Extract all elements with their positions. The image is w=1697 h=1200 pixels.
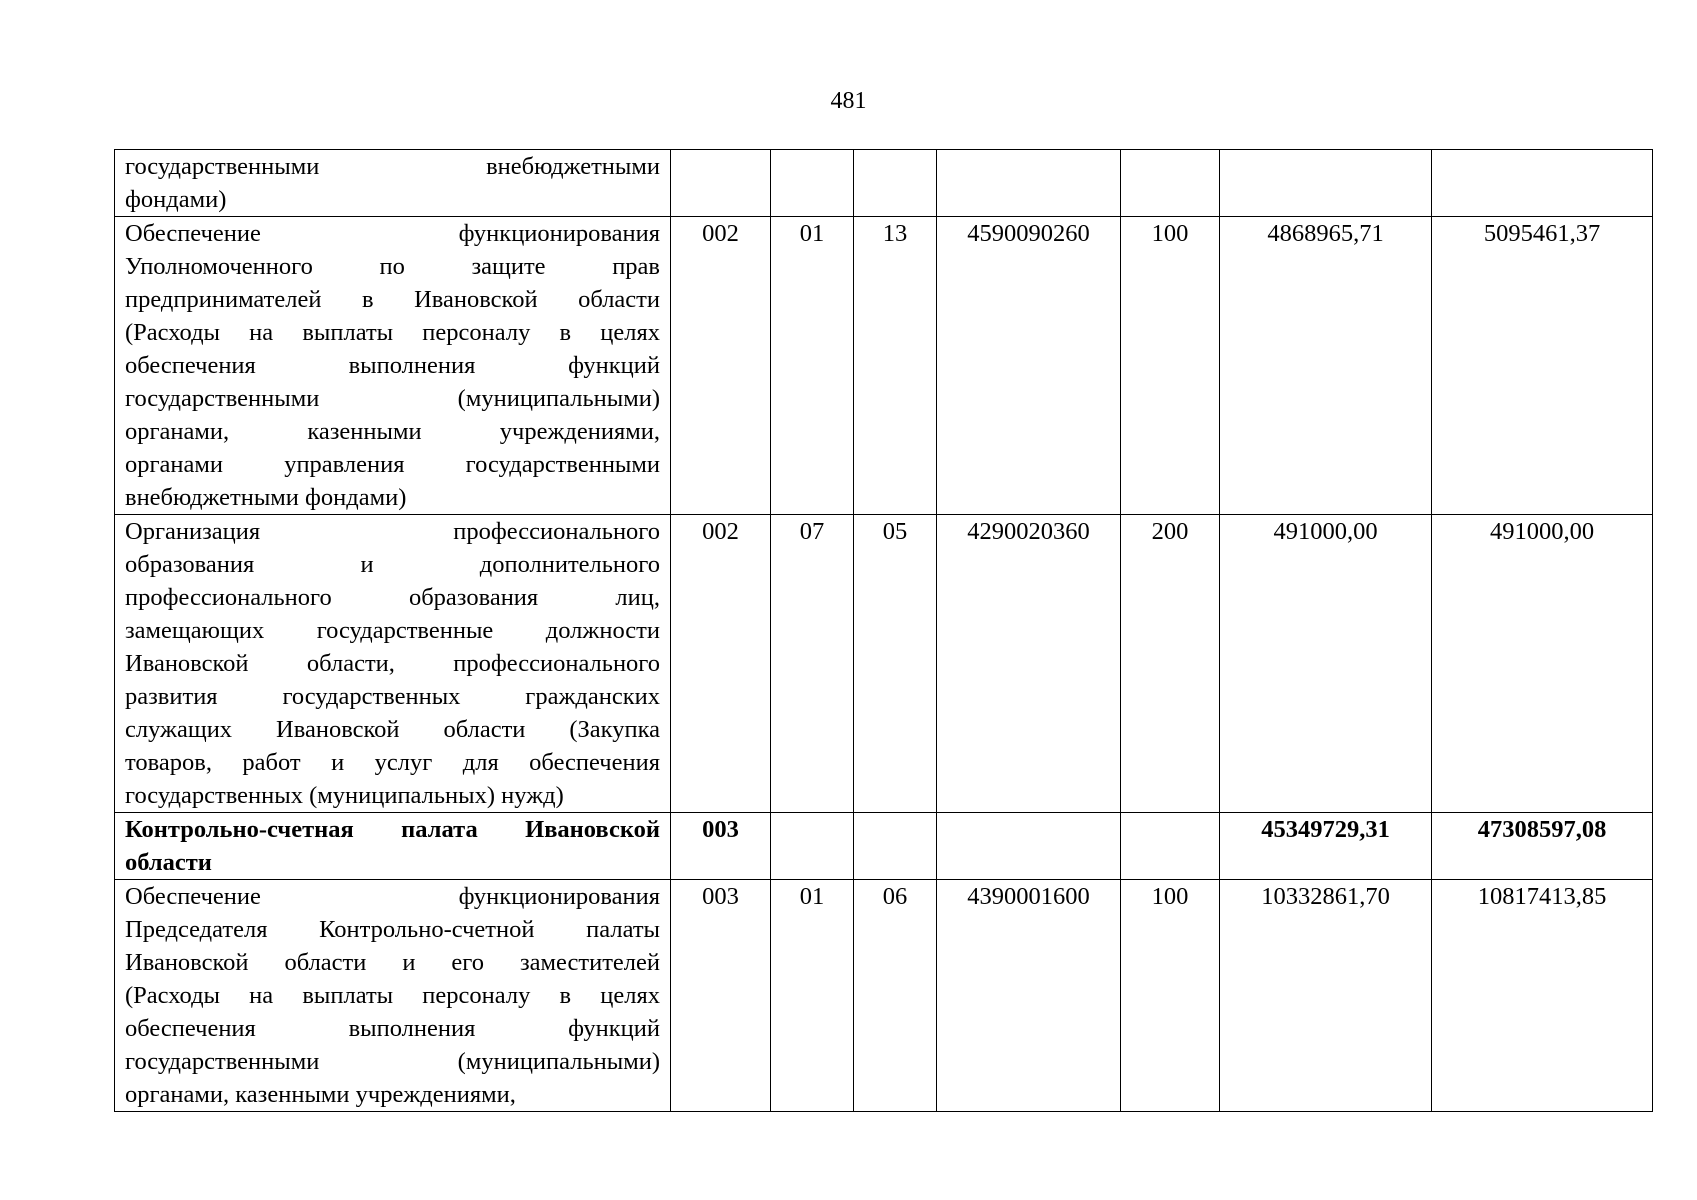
description-line: Председателя Контрольно-счетной палаты (125, 916, 660, 943)
description-line: служащих Ивановской области (Закупка (125, 716, 660, 743)
description-line: Контрольно-счетная палата Ивановской (125, 816, 660, 843)
subsection-code-cell (854, 150, 937, 217)
expense-type-cell (1121, 813, 1220, 880)
expense-type-cell: 200 (1121, 515, 1220, 813)
description-line: фондами) (125, 186, 227, 213)
subsection-code-cell: 06 (854, 880, 937, 1112)
amount-year1-cell: 10332861,70 (1220, 880, 1432, 1112)
amount-year2-cell: 47308597,08 (1432, 813, 1653, 880)
amount-year1-cell (1220, 150, 1432, 217)
table-row (115, 880, 1653, 1112)
amount-year1-cell: 45349729,31 (1220, 813, 1432, 880)
section-code-cell: 01 (771, 880, 854, 1112)
description-line: органами управления государственными (125, 451, 660, 478)
target-article-cell (937, 150, 1121, 217)
expense-type-cell: 100 (1121, 217, 1220, 515)
target-article-cell: 4590090260 (937, 217, 1121, 515)
expense-type-cell (1121, 150, 1220, 217)
description-line: Организация профессионального (125, 518, 660, 545)
description-line: внебюджетными фондами) (125, 484, 407, 511)
subsection-code-cell: 05 (854, 515, 937, 813)
description-line: Ивановской области, профессионального (125, 650, 660, 677)
section-code-cell: 01 (771, 217, 854, 515)
description-line: товаров, работ и услуг для обеспечения (125, 749, 660, 776)
budget-table (114, 149, 1653, 1112)
target-article-cell (937, 813, 1121, 880)
description-line: образования и дополнительного (125, 551, 660, 578)
target-article-cell: 4290020360 (937, 515, 1121, 813)
description-line: (Расходы на выплаты персоналу в целях (125, 982, 660, 1009)
amount-year1-cell: 4868965,71 (1220, 217, 1432, 515)
description-line: (Расходы на выплаты персоналу в целях (125, 319, 660, 346)
description-line: Обеспечение функционирования (125, 883, 660, 910)
amount-year2-cell: 491000,00 (1432, 515, 1653, 813)
table-row (115, 217, 1653, 515)
row-description (115, 515, 671, 813)
description-line: органами, казенными учреждениями, (125, 418, 660, 445)
table-row (115, 813, 1653, 880)
row-description (115, 880, 671, 1112)
description-line: органами, казенными учреждениями, (125, 1081, 516, 1108)
expense-type-cell: 100 (1121, 880, 1220, 1112)
ministry-code-cell (671, 150, 771, 217)
ministry-code-cell: 003 (671, 813, 771, 880)
description-line: государственными (муниципальными) (125, 385, 660, 412)
subsection-code-cell (854, 813, 937, 880)
amount-year2-cell (1432, 150, 1653, 217)
description-line: Уполномоченного по защите прав (125, 253, 660, 280)
description-line: области (125, 849, 212, 876)
description-line: государственными (муниципальными) (125, 1048, 660, 1075)
description-line: обеспечения выполнения функций (125, 1015, 660, 1042)
ministry-code-cell: 002 (671, 217, 771, 515)
row-description (115, 150, 671, 217)
section-code-cell (771, 813, 854, 880)
target-article-cell: 4390001600 (937, 880, 1121, 1112)
section-code-cell (771, 150, 854, 217)
description-line: развития государственных гражданских (125, 683, 660, 710)
subsection-code-cell: 13 (854, 217, 937, 515)
section-code-cell: 07 (771, 515, 854, 813)
description-line: Обеспечение функционирования (125, 220, 660, 247)
description-line: государственных (муниципальных) нужд) (125, 782, 564, 809)
amount-year1-cell: 491000,00 (1220, 515, 1432, 813)
amount-year2-cell: 5095461,37 (1432, 217, 1653, 515)
row-description (115, 217, 671, 515)
description-line: Ивановской области и его заместителей (125, 949, 660, 976)
description-line: профессионального образования лиц, (125, 584, 660, 611)
row-description (115, 813, 671, 880)
table-row (115, 150, 1653, 217)
table-row (115, 515, 1653, 813)
ministry-code-cell: 003 (671, 880, 771, 1112)
table-body (115, 150, 1653, 1112)
amount-year2-cell: 10817413,85 (1432, 880, 1653, 1112)
ministry-code-cell: 002 (671, 515, 771, 813)
description-line: предпринимателей в Ивановской области (125, 286, 660, 313)
description-line: государственными внебюджетными (125, 153, 660, 180)
description-line: обеспечения выполнения функций (125, 352, 660, 379)
page-number: 481 (830, 88, 867, 114)
description-line: замещающих государственные должности (125, 617, 660, 644)
